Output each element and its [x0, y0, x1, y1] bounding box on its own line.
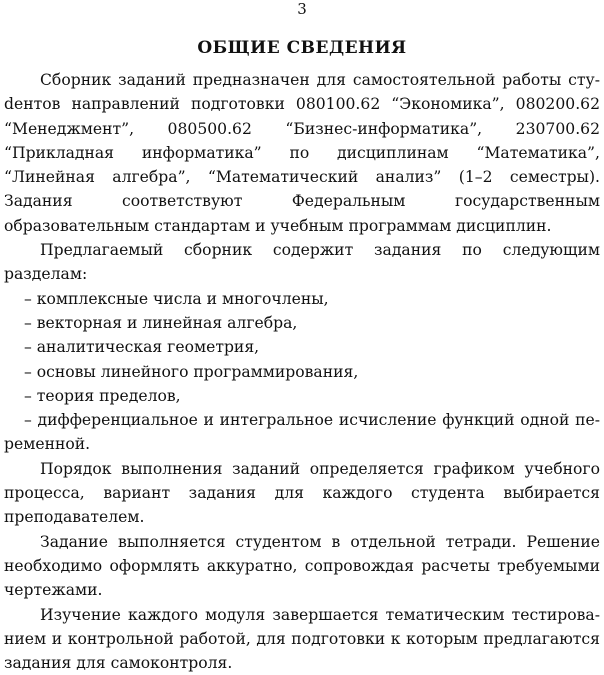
sections-intro-paragraph: Предлагаемый сборник содержит задания по следующим разделам: — [4, 241, 600, 284]
document-page — [4, 0, 600, 675]
intro-paragraph: Сборник заданий предназначен для самостоятельной работы стуdентов направлений подготовки 080100.62 “Экономика”, 080200.62 “Менеджмент”, 080500.62 “Бизнес-информатика”, 230700.62 “Прикладная информатика” по дисциплинам “Математика”, “Линейная алгебра”, “Математический анализ” (1–2 семестры). Задания соответствуют Федеральным государственным образовательным стандартам и учебным программам дисциплин. — [4, 71, 600, 235]
list-item: – комплексные числа и многочлены, — [24, 289, 329, 308]
list-item: – аналитическая геометрия, — [24, 338, 260, 357]
page-number: 3 — [297, 0, 307, 18]
list-item: – дифференциальное и интегральное исчисление функций одной переменной. — [4, 411, 600, 454]
list-item: – теория пределов, — [24, 386, 181, 405]
section-title: ОБЩИЕ СВЕДЕНИЯ — [197, 38, 407, 58]
list-item: – векторная и линейная алгебра, — [24, 313, 298, 332]
schedule-paragraph: Порядок выполнения заданий определяется графиком учебного процесса, вариант задания для каждого студента выбирается преподавателем. — [4, 459, 600, 527]
sections-list — [4, 287, 600, 457]
module-study-paragraph: Изучение каждого модуля завершается тематическим тестированием и контрольной работой, для подготовки к которым предлагаются задания для самоконтроля. — [4, 605, 600, 673]
list-item: – основы линейного программирования, — [24, 362, 359, 381]
notebook-paragraph: Задание выполняется студентом в отдельной тетради. Решение необходимо оформлять аккуратно, сопровождая расчеты требуемыми чертежами. — [4, 532, 600, 600]
